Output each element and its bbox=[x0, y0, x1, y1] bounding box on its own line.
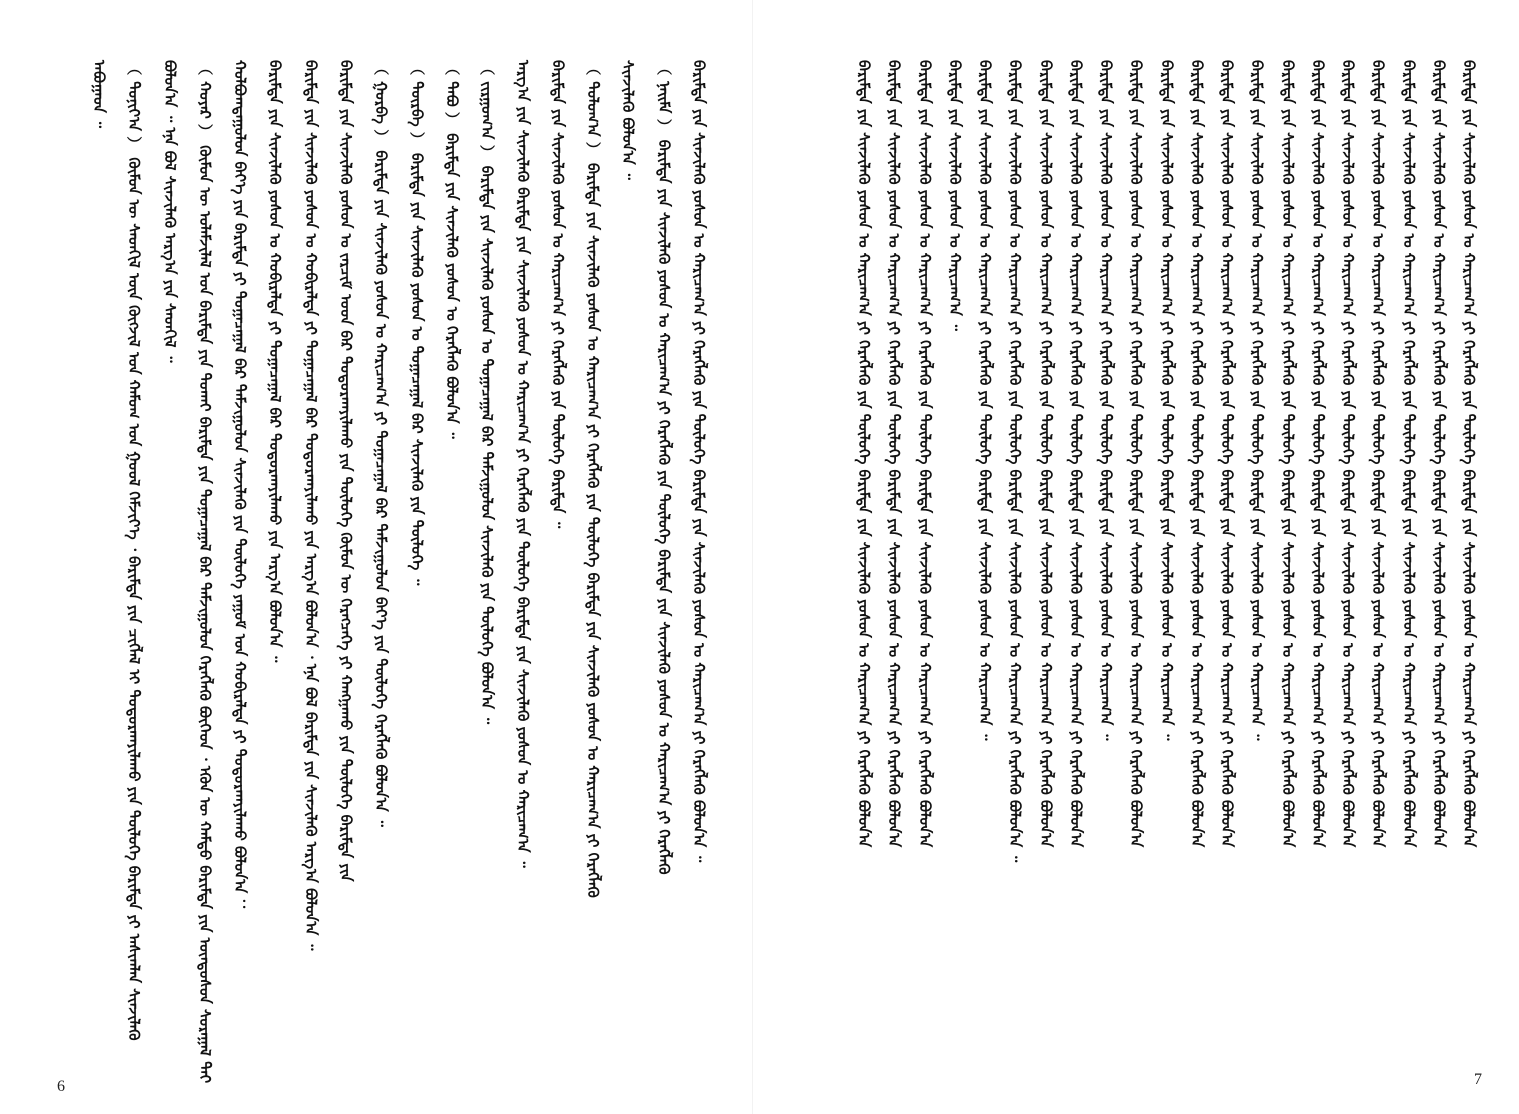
text-column: （ ᠵᠢᠷᠭᠤᠭ᠎ᠠ ） ᠪᠠᠷᠢᠮᠲᠠ ᠶᠢᠨ ᠰᠢᠨᠵᠢᠯᠡᠬᠦ ᠶᠤᠰᠤᠨ ᠤ ᠲᠣᠭᠠᠴᠠᠭᠠᠯ ᠪᠠᠷ ᠳᠠᠮᠵᠢᠭᠤᠯᠤᠨ ᠰᠢᠨᠵᠢᠯᠡᠬᠦ ᠶᠢᠨ ᠲᠥᠯᠥᠭᠡ ᠪᠣᠯᠤᠨ᠎ᠠ ᠃ bbox=[478, 60, 496, 725]
text-column: ᠪᠠᠷᠢᠮᠲᠠ ᠶᠢᠨ ᠰᠢᠨᠵᠢᠯᠡᠬᠦ ᠶᠤᠰᠤᠨ ᠤ ᠬᠠᠷᠢᠴᠠᠭ᠎ᠠ ᠶᠢ ᠬᠡᠷᠡᠭᠯᠡᠬᠦ ᠶᠢᠨ ᠲᠥᠯᠥᠭᠡ ᠪᠠᠷᠢᠮᠲᠠ ᠶᠢᠨ ᠰᠢᠨᠵᠢᠯᠡᠬᠦ ᠶᠤᠰᠤᠨ ᠤ ᠬᠠᠷᠢᠴᠠᠭ᠎ᠠ ᠶᠢ ᠬᠡᠷᠡᠭᠯᠡᠬᠦ ᠪᠣᠯᠤᠨ᠎ᠠ bbox=[1400, 60, 1418, 848]
text-column: ᠠᠪᠤᠭᠠᠳ ᠃ bbox=[90, 60, 108, 128]
text-column: （ ᠳᠥᠷᠪᠡ ） ᠪᠠᠷᠢᠮᠲᠠ ᠶᠢᠨ ᠰᠢᠨᠵᠢᠯᠡᠬᠦ ᠶᠤᠰᠤᠨ ᠤ ᠲᠣᠭᠠᠴᠠᠭᠠᠯ ᠪᠠᠷ ᠰᠢᠨᠵᠢᠯᠡᠬᠦ ᠶᠢᠨ ᠲᠥᠯᠥᠭᠡ ᠃ bbox=[408, 60, 426, 586]
text-column: ᠬᠣᠯᠪᠣᠭᠳᠠᠭᠤᠯᠤᠨ ᠪᠡᠶ᠎ᠡ ᠶᠢᠨ ᠪᠠᠷᠢᠮᠲᠠ ᠶᠢ ᠲᠣᠭᠠᠴᠠᠭᠠᠯ ᠪᠠᠷ ᠳᠠᠮᠵᠢᠭᠤᠯᠤᠨ ᠰᠢᠨᠵᠢᠯᠡᠬᠦ ᠶᠢᠨ ᠲᠥᠯᠥᠭᠡ ᠶᠠᠭᠤᠮ ᠤᠨ ᠬᠤᠪᠢᠷᠠᠯᠲᠠ ᠶᠢ ᠲᠣᠳᠣᠷᠬᠠᠶᠢᠯᠠᠬᠤ ᠪᠣᠯᠤᠨ᠎ᠠ ： bbox=[231, 60, 249, 914]
text-column: ᠪᠠᠷᠢᠮᠲᠠ ᠶᠢᠨ ᠰᠢᠨᠵᠢᠯᠡᠬᠦ ᠶᠤᠰᠤᠨ ᠤ ᠬᠠᠷᠢᠴᠠᠭ᠎ᠠ ᠶᠢ ᠬᠡᠷᠡᠭᠯᠡᠬᠦ ᠶᠢᠨ ᠲᠥᠯᠥᠭᠡ ᠪᠠᠷᠢᠮᠲᠠ ᠶᠢᠨ ᠰᠢᠨᠵᠢᠯᠡᠬᠦ ᠶᠤᠰᠤᠨ ᠤ ᠬᠠᠷᠢᠴᠠᠭ᠎ᠠ ᠃ bbox=[976, 60, 994, 741]
right-page bbox=[760, 0, 1519, 1114]
right-page-number: 7 bbox=[1474, 1071, 1482, 1088]
text-column: （ ᠲᠠᠪᠤ ） ᠪᠠᠷᠢᠮᠲᠠ ᠶᠢᠨ ᠰᠢᠨᠵᠢᠯᠡᠬᠦ ᠶᠤᠰᠤᠨ ᠤ ᠬᠡᠷᠡᠭᠯᠡᠬᠦ ᠪᠣᠯᠤᠨ᠎ᠠ ᠃ bbox=[443, 60, 461, 439]
left-page-number: 6 bbox=[57, 1078, 65, 1095]
text-column: ᠪᠠᠷᠢᠮᠲᠠ ᠶᠢᠨ ᠰᠢᠨᠵᠢᠯᠡᠬᠦ ᠶᠤᠰᠤᠨ ᠤ ᠬᠠᠷᠢᠴᠠᠭ᠎ᠠ ᠶᠢ ᠬᠡᠷᠡᠭᠯᠡᠬᠦ ᠶᠢᠨ ᠲᠥᠯᠥᠭᠡ ᠪᠠᠷᠢᠮᠲᠠ ᠶᠢᠨ ᠰᠢᠨᠵᠢᠯᠡᠬᠦ ᠶᠤᠰᠤᠨ ᠤ ᠬᠠᠷᠢᠴᠠᠭ᠎ᠠ ᠶᠢ ᠬᠡᠷᠡᠭᠯᠡᠬᠦ ᠪᠣᠯᠤᠨ᠎ᠠ bbox=[1309, 60, 1327, 848]
text-column: ᠪᠠᠷᠢᠮᠲᠠ ᠶᠢᠨ ᠰᠢᠨᠵᠢᠯᠡᠬᠦ ᠶᠤᠰᠤᠨ ᠤ ᠬᠠᠷᠢᠴᠠᠭ᠎ᠠ ᠶᠢ ᠬᠡᠷᠡᠭᠯᠡᠬᠦ ᠶᠢᠨ ᠲᠥᠯᠥᠭᠡ ᠪᠠᠷᠢᠮᠲᠠ ᠶᠢᠨ ᠰᠢᠨᠵᠢᠯᠡᠬᠦ ᠶᠤᠰᠤᠨ ᠤ ᠬᠠᠷᠢᠴᠠᠭ᠎ᠠ ᠶᠢ ᠬᠡᠷᠡᠭᠯᠡᠬᠦ ᠪᠣᠯᠤᠨ᠎ᠠ bbox=[1460, 60, 1478, 848]
text-column: ᠪᠣᠯᠤᠨ᠎ᠠ ᠃ ᠡᠨᠡ ᠪᠣᠯ ᠰᠢᠨᠵᠢᠯᠡᠬᠦ ᠠᠷᠭ᠎ᠠ ᠶᠢᠨ ᠰᠡᠳᠬᠢᠯ ᠃ bbox=[161, 60, 179, 363]
text-column: ᠪᠠᠷᠢᠮᠲᠠ ᠶᠢᠨ ᠰᠢᠨᠵᠢᠯᠡᠬᠦ ᠶᠤᠰᠤᠨ ᠤ ᠬᠤᠪᠢᠷᠠᠯᠲᠠ ᠶᠢ ᠲᠣᠭᠠᠴᠠᠭᠠᠯ ᠪᠠᠷ ᠲᠣᠳᠣᠷᠬᠠᠶᠢᠯᠠᠬᠤ ᠶᠢᠨ ᠠᠷᠭ᠎ᠠ ᠪᠣᠯᠤᠨ᠎ᠠ ᠂ ᠡᠨᠡ ᠪᠣᠯ ᠪᠠᠷᠢᠮᠲᠠ ᠶᠢᠨ ᠰᠢᠨᠵᠢᠯᠡᠬᠦ ᠠᠷᠭ᠎ᠠ ᠪᠣᠯᠤᠨ᠎ᠠ ᠃ bbox=[302, 60, 320, 951]
text-column: ᠪᠠᠷᠢᠮᠲᠠ ᠶᠢᠨ ᠰᠢᠨᠵᠢᠯᠡᠬᠦ ᠶᠤᠰᠤᠨ ᠤ ᠬᠠᠷᠢᠴᠠᠭ᠎ᠠ ᠶᠢ ᠬᠡᠷᠡᠭᠯᠡᠬᠦ ᠶᠢᠨ ᠲᠥᠯᠥᠭᠡ ᠪᠠᠷᠢᠮᠲᠠ ᠶᠢᠨ ᠰᠢᠨᠵᠢᠯᠡᠬᠦ ᠶᠤᠰᠤᠨ ᠤ ᠬᠠᠷᠢᠴᠠᠭ᠎ᠠ ᠃ bbox=[1097, 60, 1115, 741]
text-column: ᠪᠠᠷᠢᠮᠲᠠ ᠶᠢᠨ ᠰᠢᠨᠵᠢᠯᠡᠬᠦ ᠶᠤᠰᠤᠨ ᠤ ᠬᠤᠪᠢᠷᠠᠯᠲᠠ ᠶᠢ ᠲᠣᠭᠠᠴᠠᠭᠠᠯ ᠪᠠᠷ ᠲᠣᠳᠣᠷᠬᠠᠶᠢᠯᠠᠬᠤ ᠶᠢᠨ ᠠᠷᠭ᠎ᠠ ᠪᠣᠯᠤᠨ᠎ᠠ ᠃ bbox=[266, 60, 284, 663]
text-column: ᠪᠠᠷᠢᠮᠲᠠ ᠶᠢᠨ ᠰᠢᠨᠵᠢᠯᠡᠬᠦ ᠶᠤᠰᠤᠨ ᠤ ᠬᠠᠷᠢᠴᠠᠭ᠎ᠠ ᠶᠢ ᠬᠡᠷᠡᠭᠯᠡᠬᠦ ᠶᠢᠨ ᠲᠥᠯᠥᠭᠡ ᠪᠠᠷᠢᠮᠲᠠ ᠶᠢᠨ ᠰᠢᠨᠵᠢᠯᠡᠬᠦ ᠶᠤᠰᠤᠨ ᠤ ᠬᠠᠷᠢᠴᠠᠭ᠎ᠠ ᠶᠢ ᠬᠡᠷᠡᠭᠯᠡᠬᠦ ᠪᠣᠯᠤᠨ᠎ᠠ bbox=[1067, 60, 1085, 848]
text-column: ᠪᠠᠷᠢᠮᠲᠠ ᠶᠢᠨ ᠰᠢᠨᠵᠢᠯᠡᠬᠦ ᠶᠤᠰᠤᠨ ᠤ ᠬᠠᠷᠢᠴᠠᠭ᠎ᠠ ᠶᠢ ᠬᠡᠷᠡᠭᠯᠡᠬᠦ ᠶᠢᠨ ᠲᠥᠯᠥᠭᠡ ᠪᠠᠷᠢᠮᠲᠠ ᠶᠢᠨ ᠰᠢᠨᠵᠢᠯᠡᠬᠦ ᠶᠤᠰᠤᠨ ᠤ ᠬᠠᠷᠢᠴᠠᠭ᠎ᠠ ᠶᠢ ᠬᠡᠷᠡᠭᠯᠡᠬᠦ ᠪᠣᠯᠤᠨ᠎ᠠ bbox=[1369, 60, 1387, 848]
text-column: ᠪᠠᠷᠢᠮᠲᠠ ᠶᠢᠨ ᠰᠢᠨᠵᠢᠯᠡᠬᠦ ᠶᠤᠰᠤᠨ ᠤ ᠬᠠᠷᠢᠴᠠᠭ᠎ᠠ ᠶᠢ ᠬᠡᠷᠡᠭᠯᠡᠬᠦ ᠶᠢᠨ ᠲᠥᠯᠥᠭᠡ ᠪᠠᠷᠢᠮᠲᠠ ᠶᠢᠨ ᠰᠢᠨᠵᠢᠯᠡᠬᠦ ᠶᠤᠰᠤᠨ ᠤ ᠬᠠᠷᠢᠴᠠᠭ᠎ᠠ ᠶᠢ ᠬᠡᠷᠡᠭᠯᠡᠬᠦ ᠪᠣᠯᠤᠨ᠎ᠠ bbox=[1218, 60, 1236, 848]
text-column: ᠪᠠᠷᠢᠮᠲᠠ ᠶᠢᠨ ᠰᠢᠨᠵᠢᠯᠡᠬᠦ ᠶᠤᠰᠤᠨ ᠤ ᠬᠠᠷᠢᠴᠠᠭ᠎ᠠ ᠶᠢ ᠬᠡᠷᠡᠭᠯᠡᠬᠦ ᠶᠢᠨ ᠲᠥᠯᠥᠭᠡ ᠪᠠᠷᠢᠮᠲᠠ ᠶᠢᠨ ᠰᠢᠨᠵᠢᠯᠡᠬᠦ ᠶᠤᠰᠤᠨ ᠤ ᠬᠠᠷᠢᠴᠠᠭ᠎ᠠ ᠃ bbox=[1248, 60, 1266, 741]
text-column: （ ᠨᠠᠢᠮᠠ ） ᠪᠠᠷᠢᠮᠲᠠ ᠶᠢᠨ ᠰᠢᠨᠵᠢᠯᠡᠬᠦ ᠶᠤᠰᠤᠨ ᠤ ᠬᠠᠷᠢᠴᠠᠭ᠎ᠠ ᠶᠢ ᠬᠡᠷᠡᠭᠯᠡᠬᠦ ᠶᠢᠨ ᠲᠥᠯᠥᠭᠡ ᠪᠠᠷᠢᠮᠲᠠ ᠶᠢᠨ ᠰᠢᠨᠵᠢᠯᠡᠬᠦ ᠶᠤᠰᠤᠨ ᠤ ᠬᠠᠷᠢᠴᠠᠭ᠎ᠠ ᠶᠢ ᠬᠡᠷᠡᠭᠯᠡᠬᠦ bbox=[655, 60, 673, 875]
text-column: （ ᠬᠣᠶᠠᠷ ） ᠬᠦᠮᠦᠨ ᠦ ᠤᠯᠠᠮᠵᠢᠯᠠᠯ ᠤᠨ ᠪᠠᠷᠢᠮᠲᠠ ᠶᠢᠨ ᠲᠤᠬᠠᠢ ᠪᠠᠷᠢᠮᠲᠠ ᠶᠢᠨ ᠲᠣᠭᠠᠴᠠᠭᠠᠯ ᠪᠠᠷ ᠳᠠᠮᠵᠢᠭᠤᠯᠤᠨ ᠬᠡᠷᠡᠭᠯᠡᠬᠦ ᠪᠥᠭᠡᠳ ᠂ ᠡᠭᠦᠨ ᠦ ᠬᠠᠮᠲᠤ ᠪᠠᠷᠢᠮᠲᠠ ᠶᠢᠨ ᠦᠨᠳᠦᠰᠦᠨ ᠰᠤᠷᠠᠭᠠᠯ ᠲᠠᠢ bbox=[196, 60, 214, 1084]
left-page bbox=[0, 0, 745, 1114]
text-column: ᠰᠢᠨᠵᠢᠯᠡᠬᠦ ᠪᠣᠯᠤᠨ᠎ᠠ ᠃ bbox=[619, 60, 637, 180]
text-column: ᠪᠠᠷᠢᠮᠲᠠ ᠶᠢᠨ ᠰᠢᠨᠵᠢᠯᠡᠬᠦ ᠶᠤᠰᠤᠨ ᠤ ᠬᠠᠷᠢᠴᠠᠭ᠎ᠠ ᠶᠢ ᠬᠡᠷᠡᠭᠯᠡᠬᠦ ᠶᠢᠨ ᠲᠥᠯᠥᠭᠡ ᠪᠠᠷᠢᠮᠲᠠ ᠶᠢᠨ ᠰᠢᠨᠵᠢᠯᠡᠬᠦ ᠶᠤᠰᠤᠨ ᠤ ᠬᠠᠷᠢᠴᠠᠭ᠎ᠠ ᠶᠢ ᠬᠡᠷᠡᠭᠯᠡᠬᠦ ᠪᠣᠯᠤᠨ᠎ᠠ bbox=[1127, 60, 1145, 848]
text-column: （ ᠳᠤᠨᠢᠶ᠎ᠠ ） ᠬᠦᠮᠦᠨ ᠦ ᠰᠡᠳᠬᠢᠯ ᠦᠨ ᠬᠦᠭᠵᠢᠯ ᠤᠨ ᠬᠠᠮᠤᠭ ᠤᠨ ᠭᠣᠣᠯ ᠬᠡᠮᠵᠢᠶ᠎ᠡ ᠂ ᠪᠠᠷᠢᠮᠲᠠ ᠶᠢᠨ ᠴᠢᠭᠯᠡᠯ ᠢ ᠲᠣᠳᠣᠷᠬᠠᠶᠢᠯᠠᠬᠤ ᠶᠢᠨ ᠲᠥᠯᠥᠭᠡ ᠪᠠᠷᠢᠮᠲᠠ ᠶᠢ ᠠᠰᠢᠭᠯᠠᠨ ᠰᠢᠨᠵᠢᠯᠡᠬᠦ bbox=[125, 60, 143, 1041]
text-column: ᠪᠠᠷᠢᠮᠲᠠ ᠶᠢᠨ ᠰᠢᠨᠵᠢᠯᠡᠬᠦ ᠶᠤᠰᠤᠨ ᠤ ᠬᠠᠷᠢᠴᠠᠭ᠎ᠠ ᠶᠢ ᠬᠡᠷᠡᠭᠯᠡᠬᠦ ᠶᠢᠨ ᠲᠥᠯᠥᠭᠡ ᠪᠠᠷᠢᠮᠲᠠ ᠶᠢᠨ ᠰᠢᠨᠵᠢᠯᠡᠬᠦ ᠶᠤᠰᠤᠨ ᠤ ᠬᠠᠷᠢᠴᠠᠭ᠎ᠠ ᠶᠢ ᠬᠡᠷᠡᠭᠯᠡᠬᠦ ᠪᠣᠯᠤᠨ᠎ᠠ bbox=[1430, 60, 1448, 848]
text-column: ᠠᠷᠭ᠎ᠠ ᠶᠢᠨ ᠰᠢᠨᠵᠢᠯᠡᠬᠦ ᠪᠠᠷᠢᠮᠲᠠ ᠶᠢᠨ ᠰᠢᠨᠵᠢᠯᠡᠬᠦ ᠶᠤᠰᠤᠨ ᠤ ᠬᠠᠷᠢᠴᠠᠭ᠎ᠠ ᠶᠢ ᠬᠡᠷᠡᠭᠯᠡᠬᠦ ᠶᠢᠨ ᠲᠥᠯᠥᠭᠡ ᠪᠠᠷᠢᠮᠲᠠ ᠶᠢᠨ ᠰᠢᠨᠵᠢᠯᠡᠬᠦ ᠶᠤᠰᠤᠨ ᠤ ᠬᠠᠷᠢᠴᠠᠭ᠎ᠠ ᠃ bbox=[514, 60, 532, 868]
text-column: （ ᠳᠣᠯᠣᠭ᠎ᠠ ） ᠪᠠᠷᠢᠮᠲᠠ ᠶᠢᠨ ᠰᠢᠨᠵᠢᠯᠡᠬᠦ ᠶᠤᠰᠤᠨ ᠤ ᠬᠠᠷᠢᠴᠠᠭ᠎ᠠ ᠶᠢ ᠬᠡᠷᠡᠭᠯᠡᠬᠦ ᠶᠢᠨ ᠲᠥᠯᠥᠭᠡ ᠪᠠᠷᠢᠮᠲᠠ ᠶᠢᠨ ᠰᠢᠨᠵᠢᠯᠡᠬᠦ ᠶᠤᠰᠤᠨ ᠤ ᠬᠠᠷᠢᠴᠠᠭ᠎ᠠ ᠶᠢ ᠬᠡᠷᠡᠭᠯᠡᠬᠦ bbox=[584, 60, 602, 898]
text-column: ᠪᠠᠷᠢᠮᠲᠠ ᠶᠢᠨ ᠰᠢᠨᠵᠢᠯᠡᠬᠦ ᠶᠤᠰᠤᠨ ᠤ ᠬᠠᠷᠢᠴᠠᠭ᠎ᠠ ᠶᠢ ᠬᠡᠷᠡᠭᠯᠡᠬᠦ ᠶᠢᠨ ᠲᠥᠯᠥᠭᠡ ᠪᠠᠷᠢᠮᠲᠠ ᠶᠢᠨ ᠰᠢᠨᠵᠢᠯᠡᠬᠦ ᠶᠤᠰᠤᠨ ᠤ ᠬᠠᠷᠢᠴᠠᠭ᠎ᠠ ᠶᠢ ᠬᠡᠷᠡᠭᠯᠡᠬᠦ ᠪᠣᠯᠤᠨ᠎ᠠ bbox=[855, 60, 873, 848]
text-column: （ ᠭᠤᠷᠪᠠ ） ᠪᠠᠷᠢᠮᠲᠠ ᠶᠢᠨ ᠰᠢᠨᠵᠢᠯᠡᠬᠦ ᠶᠤᠰᠤᠨ ᠤ ᠬᠠᠷᠢᠴᠠᠭ᠎ᠠ ᠶᠢ ᠲᠣᠭᠠᠴᠠᠭᠠᠯ ᠪᠠᠷ ᠳᠠᠮᠵᠢᠭᠤᠯᠤᠨ ᠪᠡᠶ᠎ᠡ ᠶᠢᠨ ᠲᠥᠯᠥᠭᠡ ᠬᠡᠷᠡᠭᠯᠡᠬᠦ ᠪᠣᠯᠤᠨ᠎ᠠ ᠃ bbox=[372, 60, 390, 827]
text-column: ᠪᠠᠷᠢᠮᠲᠠ ᠶᠢᠨ ᠰᠢᠨᠵᠢᠯᠡᠬᠦ ᠶᠤᠰᠤᠨ ᠤ ᠬᠠᠷᠢᠴᠠᠭ᠎ᠠ ᠶᠢ ᠬᠡᠷᠡᠭᠯᠡᠬᠦ ᠶᠢᠨ ᠲᠥᠯᠥᠭᠡ ᠪᠠᠷᠢᠮᠲᠠ ᠶᠢᠨ ᠰᠢᠨᠵᠢᠯᠡᠬᠦ ᠶᠤᠰᠤᠨ ᠤ ᠬᠠᠷᠢᠴᠠᠭ᠎ᠠ ᠶᠢ ᠬᠡᠷᠡᠭᠯᠡᠬᠦ ᠪᠣᠯᠤᠨ᠎ᠠ bbox=[885, 60, 903, 848]
text-column: ᠪᠠᠷᠢᠮᠲᠠ ᠶᠢᠨ ᠰᠢᠨᠵᠢᠯᠡᠬᠦ ᠶᠤᠰᠤᠨ ᠤ ᠬᠠᠷᠢᠴᠠᠭ᠎ᠠ ᠶᠢ ᠬᠡᠷᠡᠭᠯᠡᠬᠦ ᠶᠢᠨ ᠲᠥᠯᠥᠭᠡ ᠪᠠᠷᠢᠮᠲᠠ ᠶᠢᠨ ᠰᠢᠨᠵᠢᠯᠡᠬᠦ ᠶᠤᠰᠤᠨ ᠤ ᠬᠠᠷᠢᠴᠠᠭ᠎ᠠ ᠶᠢ ᠬᠡᠷᠡᠭᠯᠡᠬᠦ ᠪᠣᠯᠤᠨ᠎ᠠ bbox=[1279, 60, 1297, 848]
text-column: ᠪᠠᠷᠢᠮᠲᠠ ᠶᠢᠨ ᠰᠢᠨᠵᠢᠯᠡᠬᠦ ᠶᠤᠰᠤᠨ ᠤ ᠬᠠᠷᠢᠴᠠᠭ᠎ᠠ ᠶᠢ ᠬᠡᠷᠡᠭᠯᠡᠬᠦ ᠶᠢᠨ ᠲᠥᠯᠥᠭᠡ ᠪᠠᠷᠢᠮᠲᠠ ᠶᠢᠨ ᠰᠢᠨᠵᠢᠯᠡᠬᠦ ᠶᠤᠰᠤᠨ ᠤ ᠬᠠᠷᠢᠴᠠᠭ᠎ᠠ ᠶᠢ ᠬᠡᠷᠡᠭᠯᠡᠬᠦ ᠪᠣᠯᠤᠨ᠎ᠠ ᠃ bbox=[690, 60, 708, 863]
text-column: ᠪᠠᠷᠢᠮᠲᠠ ᠶᠢᠨ ᠰᠢᠨᠵᠢᠯᠡᠬᠦ ᠶᠤᠰᠤᠨ ᠤ ᠵᠠᠷᠴᠢᠮ ᠤᠳ ᠪᠠᠷ ᠲᠣᠳᠣᠷᠬᠠᠶᠢᠯᠠᠬᠤ ᠶᠢᠨ ᠲᠥᠯᠥᠭᠡ ᠬᠦᠮᠦᠨ ᠦ ᠬᠡᠷᠡᠭᠴᠡᠭᠡ ᠶᠢ ᠬᠠᠩᠭᠠᠬᠤ ᠶᠢᠨ ᠲᠥᠯᠥᠭᠡ ᠪᠠᠷᠢᠮᠲᠠ ᠶᠢᠨ bbox=[337, 60, 355, 882]
text-column: ᠪᠠᠷᠢᠮᠲᠠ ᠶᠢᠨ ᠰᠢᠨᠵᠢᠯᠡᠬᠦ ᠶᠤᠰᠤᠨ ᠤ ᠬᠠᠷᠢᠴᠠᠭ᠎ᠠ ᠶᠢ ᠬᠡᠷᠡᠭᠯᠡᠬᠦ ᠶᠢᠨ ᠲᠥᠯᠥᠭᠡ ᠪᠠᠷᠢᠮᠲᠠ ᠶᠢᠨ ᠰᠢᠨᠵᠢᠯᠡᠬᠦ ᠶᠤᠰᠤᠨ ᠤ ᠬᠠᠷᠢᠴᠠᠭ᠎ᠠ ᠶᠢ ᠬᠡᠷᠡᠭᠯᠡᠬᠦ ᠪᠣᠯᠤᠨ᠎ᠠ ᠃ bbox=[1006, 60, 1024, 863]
book-gutter bbox=[752, 0, 753, 1114]
text-column: ᠪᠠᠷᠢᠮᠲᠠ ᠶᠢᠨ ᠰᠢᠨᠵᠢᠯᠡᠬᠦ ᠶᠤᠰᠤᠨ ᠤ ᠬᠠᠷᠢᠴᠠᠭ᠎ᠠ ᠶᠢ ᠬᠡᠷᠡᠭᠯᠡᠬᠦ ᠶᠢᠨ ᠲᠥᠯᠥᠭᠡ ᠪᠠᠷᠢᠮᠲᠠ ᠶᠢᠨ ᠰᠢᠨᠵᠢᠯᠡᠬᠦ ᠶᠤᠰᠤᠨ ᠤ ᠬᠠᠷᠢᠴᠠᠭ᠎ᠠ ᠶᠢ ᠬᠡᠷᠡᠭᠯᠡᠬᠦ ᠪᠣᠯᠤᠨ᠎ᠠ bbox=[1339, 60, 1357, 848]
text-column: ᠪᠠᠷᠢᠮᠲᠠ ᠶᠢᠨ ᠰᠢᠨᠵᠢᠯᠡᠬᠦ ᠶᠤᠰᠤᠨ ᠤ ᠬᠠᠷᠢᠴᠠᠭ᠎ᠠ ᠶᠢ ᠬᠡᠷᠡᠭᠯᠡᠬᠦ ᠶᠢᠨ ᠲᠥᠯᠥᠭᠡ ᠪᠠᠷᠢᠮᠲᠠ ᠃ bbox=[549, 60, 567, 529]
text-column: ᠪᠠᠷᠢᠮᠲᠠ ᠶᠢᠨ ᠰᠢᠨᠵᠢᠯᠡᠬᠦ ᠶᠤᠰᠤᠨ ᠤ ᠬᠠᠷᠢᠴᠠᠭ᠎ᠠ ᠶᠢ ᠬᠡᠷᠡᠭᠯᠡᠬᠦ ᠶᠢᠨ ᠲᠥᠯᠥᠭᠡ ᠪᠠᠷᠢᠮᠲᠠ ᠶᠢᠨ ᠰᠢᠨᠵᠢᠯᠡᠬᠦ ᠶᠤᠰᠤᠨ ᠤ ᠬᠠᠷᠢᠴᠠᠭ᠎ᠠ ᠃ bbox=[1158, 60, 1176, 741]
text-column: ᠪᠠᠷᠢᠮᠲᠠ ᠶᠢᠨ ᠰᠢᠨᠵᠢᠯᠡᠬᠦ ᠶᠤᠰᠤᠨ ᠤ ᠬᠠᠷᠢᠴᠠᠭ᠎ᠠ ᠶᠢ ᠬᠡᠷᠡᠭᠯᠡᠬᠦ ᠶᠢᠨ ᠲᠥᠯᠥᠭᠡ ᠪᠠᠷᠢᠮᠲᠠ ᠶᠢᠨ ᠰᠢᠨᠵᠢᠯᠡᠬᠦ ᠶᠤᠰᠤᠨ ᠤ ᠬᠠᠷᠢᠴᠠᠭ᠎ᠠ ᠶᠢ ᠬᠡᠷᠡᠭᠯᠡᠬᠦ ᠪᠣᠯᠤᠨ᠎ᠠ bbox=[916, 60, 934, 848]
text-column: ᠪᠠᠷᠢᠮᠲᠠ ᠶᠢᠨ ᠰᠢᠨᠵᠢᠯᠡᠬᠦ ᠶᠤᠰᠤᠨ ᠤ ᠬᠠᠷᠢᠴᠠᠭ᠎ᠠ ᠃ bbox=[946, 60, 964, 331]
text-column: ᠪᠠᠷᠢᠮᠲᠠ ᠶᠢᠨ ᠰᠢᠨᠵᠢᠯᠡᠬᠦ ᠶᠤᠰᠤᠨ ᠤ ᠬᠠᠷᠢᠴᠠᠭ᠎ᠠ ᠶᠢ ᠬᠡᠷᠡᠭᠯᠡᠬᠦ ᠶᠢᠨ ᠲᠥᠯᠥᠭᠡ ᠪᠠᠷᠢᠮᠲᠠ ᠶᠢᠨ ᠰᠢᠨᠵᠢᠯᠡᠬᠦ ᠶᠤᠰᠤᠨ ᠤ ᠬᠠᠷᠢᠴᠠᠭ᠎ᠠ ᠶᠢ ᠬᠡᠷᠡᠭᠯᠡᠬᠦ ᠪᠣᠯᠤᠨ᠎ᠠ bbox=[1037, 60, 1055, 848]
text-column: ᠪᠠᠷᠢᠮᠲᠠ ᠶᠢᠨ ᠰᠢᠨᠵᠢᠯᠡᠬᠦ ᠶᠤᠰᠤᠨ ᠤ ᠬᠠᠷᠢᠴᠠᠭ᠎ᠠ ᠶᠢ ᠬᠡᠷᠡᠭᠯᠡᠬᠦ ᠶᠢᠨ ᠲᠥᠯᠥᠭᠡ ᠪᠠᠷᠢᠮᠲᠠ ᠶᠢᠨ ᠰᠢᠨᠵᠢᠯᠡᠬᠦ ᠶᠤᠰᠤᠨ ᠤ ᠬᠠᠷᠢᠴᠠᠭ᠎ᠠ ᠶᠢ ᠬᠡᠷᠡᠭᠯᠡᠬᠦ ᠪᠣᠯᠤᠨ᠎ᠠ bbox=[1188, 60, 1206, 848]
